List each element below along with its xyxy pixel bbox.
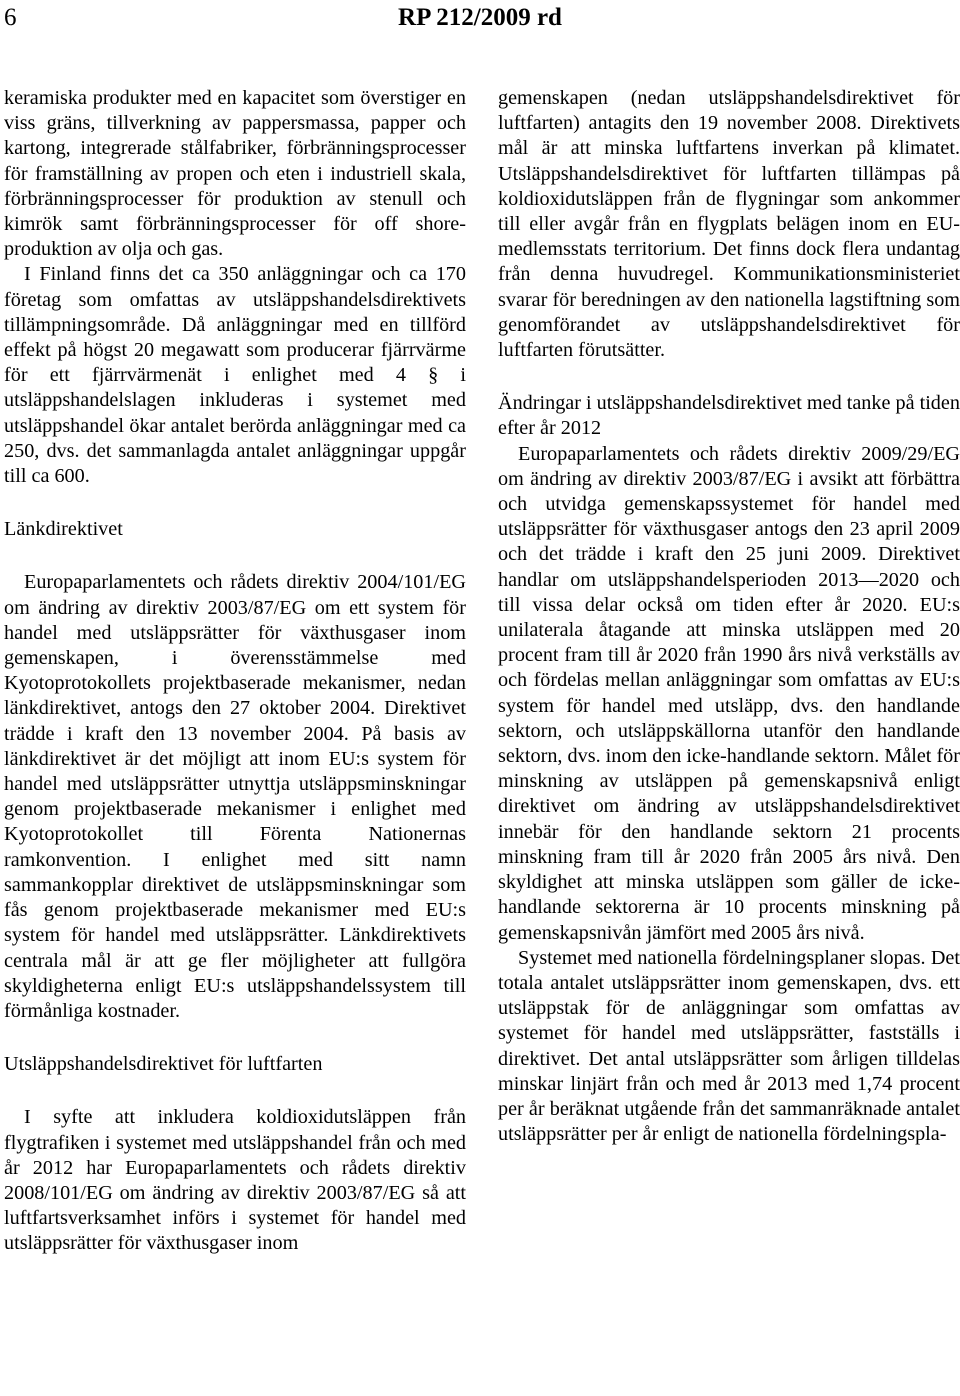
section-heading: Länkdirektivet (4, 518, 123, 541)
running-header: RP 212/2009 rd (398, 4, 562, 31)
paragraph: keramiska produkter med en kapacitet som överstiger en viss gräns, tillverkning av pappersmassa, papper och kartong, integrerade stålfabriker, förbränningsprocesser för framställning av propen och eten i industriell skala, förbränningsprocesser för produktion av stenull och kimrök samt förbränningsprocesser för off shore-produktion av olja och gas. (4, 87, 466, 261)
paragraph: gemenskapen (nedan utsläppshandelsdirektivet för luftfarten) antagits den 19 november 2008. Direktivets mål är att minska luftfartens inverkan på klimatet. Utsläppshandelsdirektivet för luftfarten tillämpas på koldioxidutsläppen från de flygningar som ankommer till eller avgår från en flygplats belägen inom en EU-medlemsstats territorium. Det finns dock flera undantag från denna huvudregel. Kommunikationsministeriet svarar för beredningen av den nationella lagstiftning som genomförandet av utsläppshandelsdirektivet för luftfarten förutsätter. (498, 87, 960, 362)
right-column (498, 86, 960, 1147)
left-column (4, 86, 466, 1257)
section-heading: Ändringar i utsläppshandelsdirektivet med tanke på tiden efter år 2012 (498, 392, 960, 440)
paragraph: I Finland finns det ca 350 anläggningar och ca 170 företag som omfattas av utsläppshandelsdirektivets tillämpningsområde. Då anläggningar med en tillförd effekt på högst 20 megawatt som producerar fjärrvärme för ett fjärrvärmenät i enlighet med 4 § i utsläppshandelslagen inkluderas i systemet med utsläppshandel ökar antalet berörda anläggningar med ca 250, dvs. det sammanlagda antalet anläggningar uppgår till ca 600. (4, 263, 466, 488)
page-number: 6 (4, 4, 17, 31)
paragraph: I syfte att inkludera koldioxidutsläppen från flygtrafiken i systemet med utsläppshandel från och med år 2012 har Europaparlamentets och rådets direktiv 2008/101/EG om ändring av direktiv 2003/87/EG så att luftfartsverksamhet införs i systemet för handel med utsläppsrätter för växthusgaser inom (4, 1106, 466, 1255)
paragraph: Europaparlamentets och rådets direktiv 2004/101/EG om ändring av direktiv 2003/87/EG om ett system för handel med utsläppsrätter för växthusgaser inom gemenskapen, i överensstämmelse med Kyotoprotokollets projektbaserade mekanismer, nedan länkdirektivet, antogs den 27 oktober 2004. Direktivet trädde i kraft den 13 november 2004. På basis av länkdirektivet är det möjligt att inom EU:s system för handel med utsläppsrätter utnyttja utsläppsminskningar genom projektbaserade mekanismer i enlighet med Kyotoprotokollet till Förenta Nationernas ramkonvention. I enlighet med sitt namn sammankopplar direktivet de utsläppsminskningar som fås genom projektbaserade mekanismer med EU:s system för handel med utsläppsrätter. Länkdirektivets centrala mål är att ge fler möjligheter att fullgöra skyldigheterna enligt EU:s utsläppshandelssystem till förmånliga kostnader. (4, 571, 466, 1022)
section-heading: Utsläppshandelsdirektivet för luftfarten (4, 1053, 323, 1076)
paragraph: Europaparlamentets och rådets direktiv 2009/29/EG om ändring av direktiv 2003/87/EG i avsikt att förbättra och utvidga gemenskapssystemet för handel med utsläppsrätter för växthusgaser antogs den 23 april 2009 och det trädde i kraft den 25 juni 2009. Direktivet handlar om utsläppshandelsperioden 2013—2020 och till vissa delar också om tiden efter år 2020. EU:s unilaterala åtagande att minska utsläppen med 20 procent fram till år 2020 från 1990 års nivå verkställs av och fördelas mellan anläggningar som omfattas av EU:s system för handel med utsläpp, dvs. den handlande sektorn, och utsläppskällorna utanför den handlande sektorn, dvs. inom den icke-handlande sektorn. Målet för minskning av utsläppen på gemenskapsnivå enligt direktivet om ändring av utsläppshandelsdirektivet innebär för den handlande sektorn 21 procents minskning fram till år 2020 från 2005 års nivå. Den skyldighet att minska utsläppen som gäller de icke-handlande sektorerna är 10 procents minskning på gemenskapsnivån jämfört med 2005 års nivå. (498, 442, 960, 944)
paragraph: Systemet med nationella fördelningsplaner slopas. Det totala antalet utsläppsrätter inom gemenskapen, dvs. ett utsläppstak för de anläggningar som omfattas av systemet för handel med utsläppsrätter, fastställs i direktivet. Det antal utsläppsrätter som årligen tilldelas minskar linjärt från och med år 2013 med 1,74 procent per år beräknat utgående från det sammanräknade antalet utsläppsrätter per år enligt de nationella fördelningspla- (498, 946, 960, 1146)
